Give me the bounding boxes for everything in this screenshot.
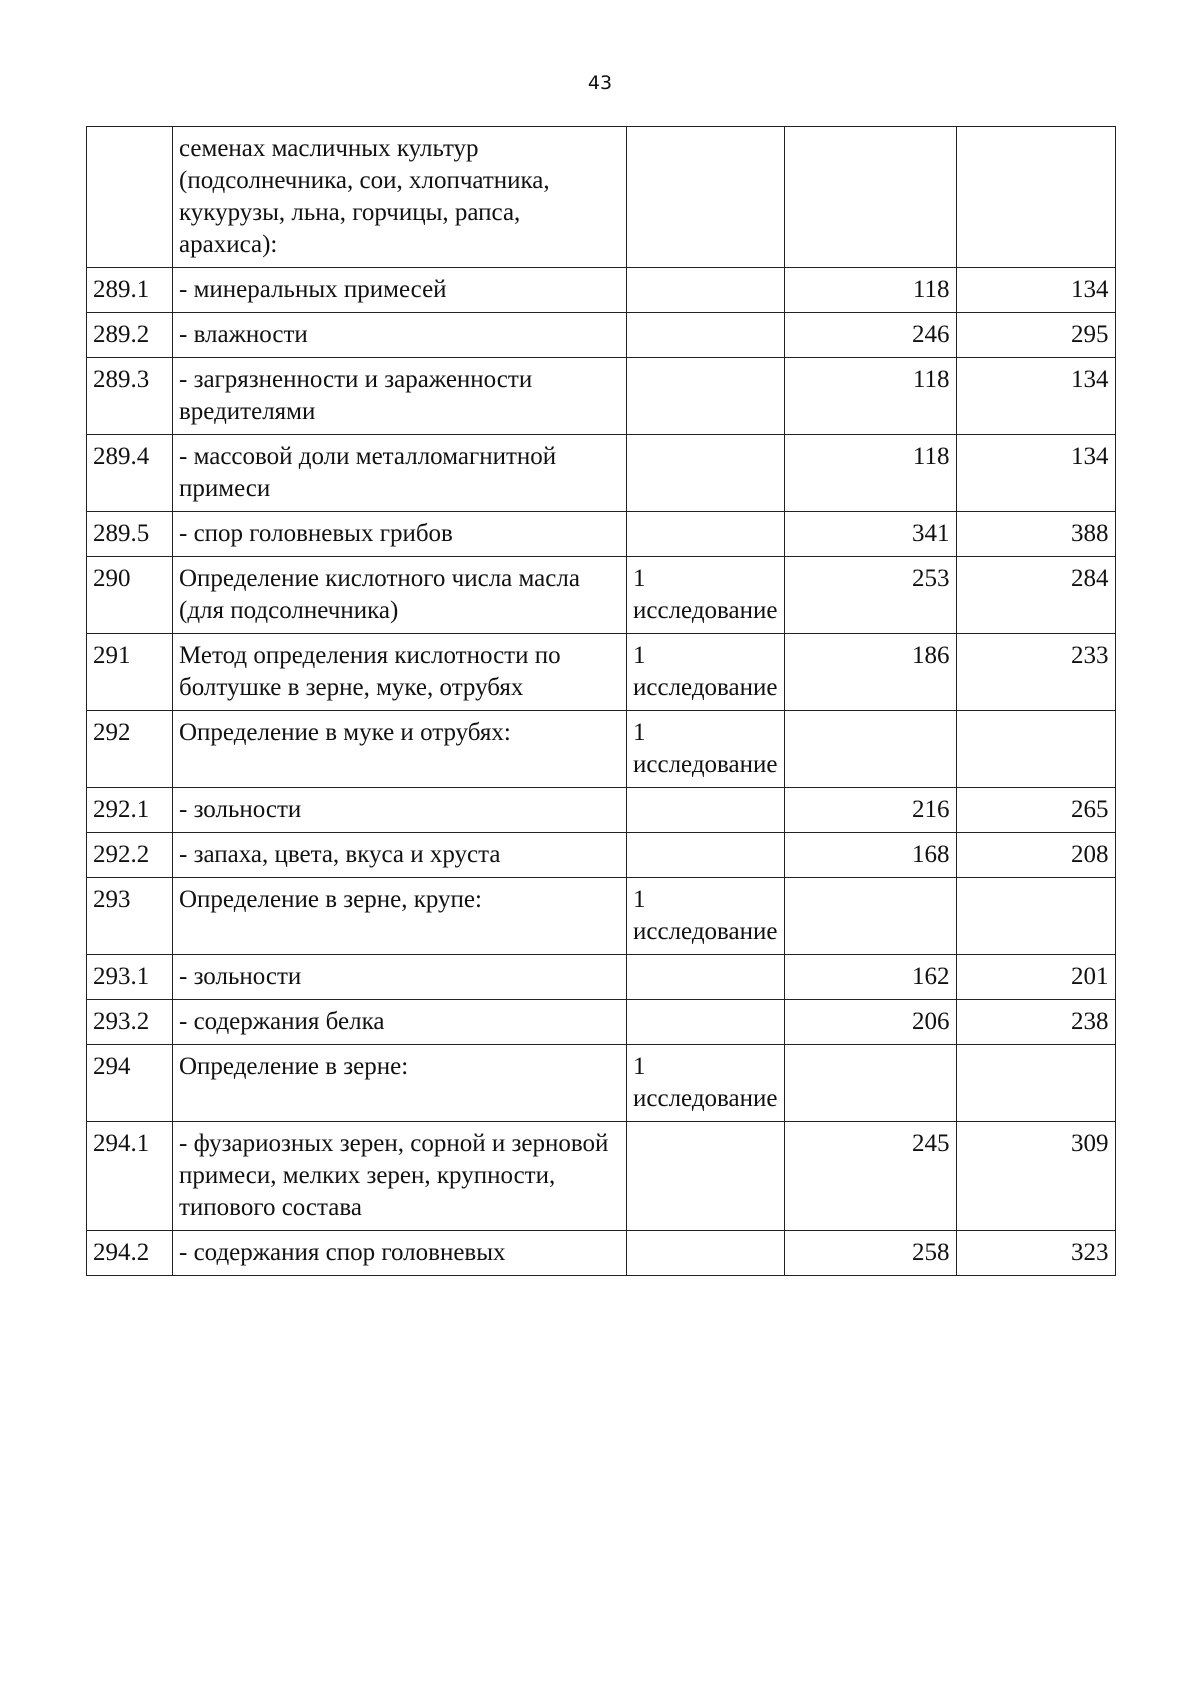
row-number-cell: 293 <box>87 878 173 955</box>
price-1-cell: 253 <box>785 557 957 634</box>
service-name-cell: Метод определения кислотности по болтушке в зерне, муке, отрубях <box>173 634 627 711</box>
price-table-body <box>87 127 1116 1276</box>
price-1-cell: 246 <box>785 313 957 358</box>
unit-cell <box>627 512 785 557</box>
price-2-cell <box>957 711 1116 788</box>
row-number-cell <box>87 127 173 268</box>
row-number-cell: 289.2 <box>87 313 173 358</box>
unit-cell <box>627 268 785 313</box>
service-name-cell: - зольности <box>173 788 627 833</box>
price-1-cell: 162 <box>785 955 957 1000</box>
table-row <box>87 313 1116 358</box>
row-number-cell: 289.1 <box>87 268 173 313</box>
table-row <box>87 358 1116 435</box>
price-2-cell: 233 <box>957 634 1116 711</box>
table-row <box>87 1045 1116 1122</box>
price-2-cell <box>957 127 1116 268</box>
table-row <box>87 1122 1116 1231</box>
service-name-cell: - зольности <box>173 955 627 1000</box>
price-1-cell: 118 <box>785 268 957 313</box>
price-1-cell <box>785 878 957 955</box>
service-name-cell: Определение кислотного числа масла (для подсолнечника) <box>173 557 627 634</box>
unit-cell <box>627 358 785 435</box>
price-1-cell: 216 <box>785 788 957 833</box>
table-row <box>87 1231 1116 1276</box>
unit-cell: 1 исследование <box>627 878 785 955</box>
row-number-cell: 293.2 <box>87 1000 173 1045</box>
table-row <box>87 435 1116 512</box>
service-name-cell: - минеральных примесей <box>173 268 627 313</box>
price-1-cell: 258 <box>785 1231 957 1276</box>
service-name-cell: Определение в муке и отрубях: <box>173 711 627 788</box>
service-name-cell: - загрязненности и зараженности вредителями <box>173 358 627 435</box>
unit-cell <box>627 833 785 878</box>
service-name-cell: семенах масличных культур (подсолнечника, сои, хлопчатника, кукурузы, льна, горчицы, рапса, арахиса): <box>173 127 627 268</box>
row-number-cell: 289.5 <box>87 512 173 557</box>
price-1-cell <box>785 1045 957 1122</box>
unit-cell <box>627 127 785 268</box>
table-row <box>87 268 1116 313</box>
table-row <box>87 788 1116 833</box>
price-1-cell: 186 <box>785 634 957 711</box>
price-2-cell: 134 <box>957 268 1116 313</box>
row-number-cell: 292 <box>87 711 173 788</box>
price-2-cell: 201 <box>957 955 1116 1000</box>
price-2-cell <box>957 878 1116 955</box>
unit-cell <box>627 435 785 512</box>
page-number: 43 <box>587 72 613 94</box>
price-2-cell <box>957 1045 1116 1122</box>
price-table <box>86 126 1116 1276</box>
price-1-cell: 168 <box>785 833 957 878</box>
service-name-cell: - фузариозных зерен, сорной и зерновой примеси, мелких зерен, крупности, типового состава <box>173 1122 627 1231</box>
service-name-cell: - спор головневых грибов <box>173 512 627 557</box>
unit-cell <box>627 313 785 358</box>
row-number-cell: 289.4 <box>87 435 173 512</box>
unit-cell <box>627 955 785 1000</box>
price-2-cell: 265 <box>957 788 1116 833</box>
price-2-cell: 323 <box>957 1231 1116 1276</box>
price-1-cell <box>785 711 957 788</box>
row-number-cell: 289.3 <box>87 358 173 435</box>
unit-cell: 1 исследование <box>627 711 785 788</box>
row-number-cell: 290 <box>87 557 173 634</box>
table-row <box>87 711 1116 788</box>
service-name-cell: - содержания спор головневых <box>173 1231 627 1276</box>
price-2-cell: 309 <box>957 1122 1116 1231</box>
table-row <box>87 1000 1116 1045</box>
table-row <box>87 878 1116 955</box>
row-number-cell: 294 <box>87 1045 173 1122</box>
unit-cell <box>627 788 785 833</box>
table-row <box>87 512 1116 557</box>
unit-cell <box>627 1231 785 1276</box>
price-1-cell: 118 <box>785 358 957 435</box>
table-row <box>87 557 1116 634</box>
unit-cell: 1 исследование <box>627 557 785 634</box>
price-2-cell: 388 <box>957 512 1116 557</box>
price-2-cell: 295 <box>957 313 1116 358</box>
row-number-cell: 294.2 <box>87 1231 173 1276</box>
price-2-cell: 208 <box>957 833 1116 878</box>
price-1-cell <box>785 127 957 268</box>
unit-cell: 1 исследование <box>627 634 785 711</box>
price-2-cell: 284 <box>957 557 1116 634</box>
unit-cell <box>627 1000 785 1045</box>
service-name-cell: - содержания белка <box>173 1000 627 1045</box>
service-name-cell: Определение в зерне: <box>173 1045 627 1122</box>
unit-cell <box>627 1122 785 1231</box>
unit-cell: 1 исследование <box>627 1045 785 1122</box>
row-number-cell: 292.2 <box>87 833 173 878</box>
row-number-cell: 294.1 <box>87 1122 173 1231</box>
row-number-cell: 293.1 <box>87 955 173 1000</box>
table-row <box>87 634 1116 711</box>
row-number-cell: 292.1 <box>87 788 173 833</box>
table-row <box>87 955 1116 1000</box>
service-name-cell: - массовой доли металломагнитной примеси <box>173 435 627 512</box>
price-1-cell: 245 <box>785 1122 957 1231</box>
price-1-cell: 341 <box>785 512 957 557</box>
service-name-cell: - влажности <box>173 313 627 358</box>
table-row <box>87 833 1116 878</box>
price-2-cell: 134 <box>957 435 1116 512</box>
service-name-cell: Определение в зерне, крупе: <box>173 878 627 955</box>
price-1-cell: 206 <box>785 1000 957 1045</box>
price-2-cell: 238 <box>957 1000 1116 1045</box>
row-number-cell: 291 <box>87 634 173 711</box>
service-name-cell: - запаха, цвета, вкуса и хруста <box>173 833 627 878</box>
price-2-cell: 134 <box>957 358 1116 435</box>
table-row <box>87 127 1116 268</box>
price-1-cell: 118 <box>785 435 957 512</box>
